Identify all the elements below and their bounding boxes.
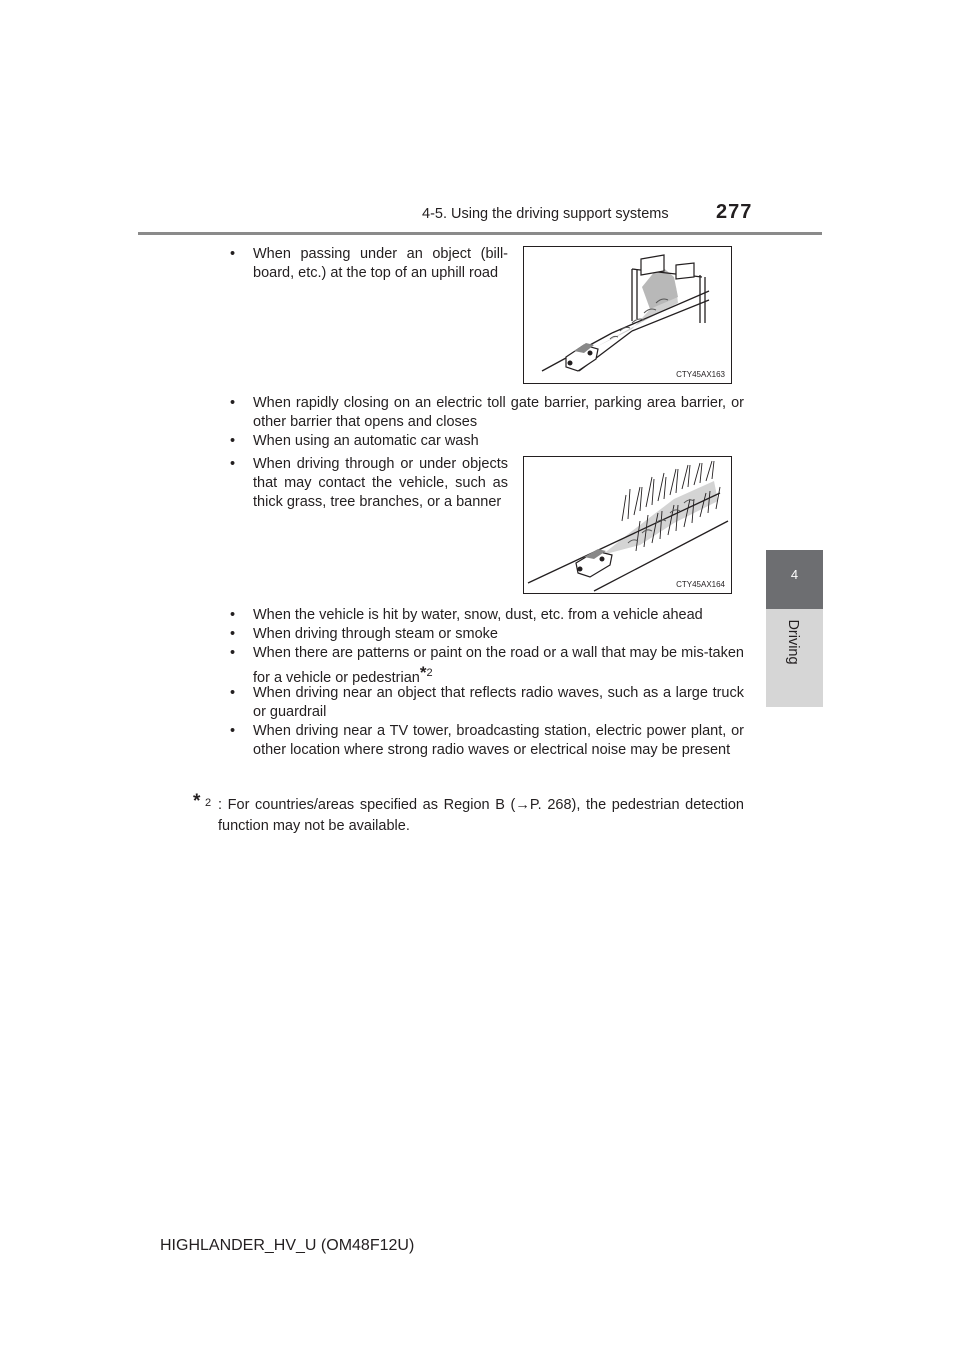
figure-code: CTY45AX164 bbox=[676, 580, 725, 589]
bullet-item bbox=[230, 606, 744, 625]
footnote-text: : For countries/areas specified as Region B (→P. 268), the pedestrian detection function may not be available. bbox=[218, 797, 744, 834]
bullet-text-body: When there are patterns or paint on the road or a wall that may be mis-taken for a vehicle or pedestrian bbox=[253, 645, 744, 686]
bullet-item bbox=[230, 245, 508, 283]
grass-road-illustration bbox=[524, 457, 731, 593]
footnote-reference bbox=[419, 663, 433, 682]
bullet-dot: • bbox=[230, 607, 236, 623]
asterisk-mark: * bbox=[419, 663, 427, 682]
footnote-asterisk: * bbox=[193, 791, 201, 812]
bullet-item bbox=[230, 625, 744, 644]
figure-code: CTY45AX163 bbox=[676, 370, 725, 379]
manual-code-footer: HIGHLANDER_HV_U (OM48F12U) bbox=[160, 1237, 415, 1254]
bullet-text: When driving through steam or smoke bbox=[253, 626, 498, 642]
bullet-dot: • bbox=[230, 395, 236, 411]
footnote-number: 2 bbox=[205, 797, 212, 809]
bullet-text: When using an automatic car wash bbox=[253, 433, 479, 449]
header-divider bbox=[138, 232, 822, 235]
bullet-dot: • bbox=[230, 645, 236, 661]
figure-grass bbox=[523, 456, 732, 594]
bullet-text: When the vehicle is hit by water, snow, dust, etc. from a vehicle ahead bbox=[253, 607, 703, 623]
billboard-uphill-illustration bbox=[524, 247, 731, 383]
bullet-text: When driving near a TV tower, broadcasting station, electric power plant, or other location where strong radio waves or electrical noise may be present bbox=[253, 723, 744, 758]
bullet-text: When passing under an object (bill-board, etc.) at the top of an uphill road bbox=[253, 246, 508, 281]
bullet-text: When rapidly closing on an electric toll gate barrier, parking area barrier, or other barrier that opens and closes bbox=[253, 395, 744, 430]
bullet-dot: • bbox=[230, 685, 236, 701]
figure-billboard bbox=[523, 246, 732, 384]
bullet-dot: • bbox=[230, 246, 236, 262]
bullet-dot: • bbox=[230, 433, 236, 449]
footnote bbox=[193, 791, 744, 837]
bullet-item bbox=[230, 722, 744, 760]
section-title: 4-5. Using the driving support systems bbox=[422, 206, 669, 222]
chapter-label: Driving bbox=[785, 619, 801, 665]
bullet-text bbox=[253, 644, 744, 688]
bullet-item bbox=[230, 432, 744, 451]
bullet-item bbox=[230, 644, 744, 688]
bullet-dot: • bbox=[230, 626, 236, 642]
chapter-number: 4 bbox=[790, 567, 799, 582]
bullet-text: When driving through or under objects that may contact the vehicle, such as thick grass, tree branches, or a banner bbox=[253, 456, 508, 510]
page-number: 277 bbox=[716, 201, 753, 223]
bullet-item bbox=[230, 684, 744, 722]
bullet-item bbox=[230, 455, 508, 512]
bullet-item bbox=[230, 394, 744, 432]
footnote-ref-number: 2 bbox=[426, 667, 433, 679]
bullet-text: When driving near an object that reflects radio waves, such as a large truck or guardrail bbox=[253, 685, 744, 720]
bullet-dot: • bbox=[230, 723, 236, 739]
bullet-dot: • bbox=[230, 456, 236, 472]
